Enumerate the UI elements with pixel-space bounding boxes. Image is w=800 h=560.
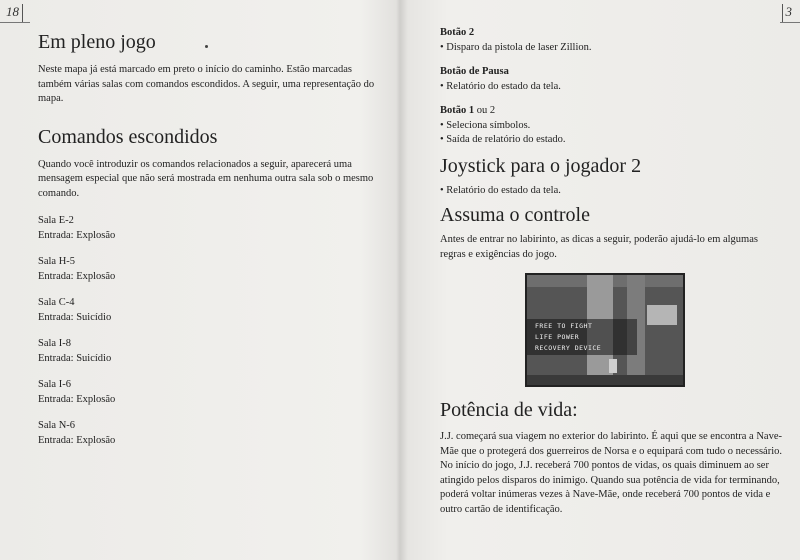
paragraph-mapa: Neste mapa já está marcado em preto o início do caminho. Estão marcadas também várias salas com comandos escondidos. A seguir, uma representação do mapa. [38,64,375,104]
room-entry [38,296,378,325]
right-column-lower [440,398,785,517]
room-entrada: Entrada: Explosão [38,229,116,241]
heading-botao-pausa: Botão de Pausa [440,66,509,77]
room-entrada: Entrada: Explosão [38,434,116,446]
game-screenshot-image [525,273,685,387]
room-entry [38,337,378,366]
room-entrada: Entrada: Explosão [38,393,116,405]
paragraph-comandos: Quando você introduzir os comandos relacionados a seguir, aparecerá uma mensagem especial que não será mostrada em nenhuma outra sala sob o mesmo comando. [38,158,374,199]
room-entrada: Entrada: Explosão [38,270,116,282]
screenshot-text-line-2: LIFE POWER [535,333,580,341]
heading-comandos-escondidos: Comandos escondidos [38,125,218,148]
heading-botao-1-rest: ou 2 [474,105,496,116]
right-column [440,26,785,262]
item-seleciona: • Seleciona símbolos. [440,119,531,131]
item-botao-pausa: • Relatório do estado da tela. [440,80,561,92]
heading-botao-1-ou-2 [440,104,785,119]
item-joystick: • Relatório do estado da tela. [440,184,561,196]
room-entry [38,214,378,243]
room-name: Sala H-5 [38,256,76,267]
screenshot-floor [527,375,683,385]
page-number-left: 18 [6,4,23,22]
room-name: Sala C-4 [38,297,75,308]
room-entrada: Entrada: Suicídio [38,311,112,323]
room-name: Sala E-2 [38,215,74,226]
room-name: Sala I-8 [38,338,71,349]
heading-joystick: Joystick para o jogador 2 [440,154,642,177]
page-rule-left [0,22,30,23]
screenshot-panel [647,305,677,325]
screenshot-player-sprite [609,359,617,373]
print-speck [205,45,208,48]
heading-assuma-controle: Assuma o controle [440,204,590,226]
heading-botao-2: Botão 2 [440,27,475,38]
heading-em-pleno-jogo: Em pleno jogo [38,31,156,53]
paragraph-potencia-2: No início do jogo, J.J. receberá 700 pontos de vidas, os quais diminuem ao ser atingido pelos disparos do inimigo. Quando sua potência de vida for terminando, poderá voltar inúmeras vezes à Nave-Mãe, onde receberá 700 pontos de vida e outro cartão de identificação. [440,460,780,515]
item-saida: • Saída de relatório do estado. [440,134,566,145]
heading-botao-1-bold: Botão 1 [440,105,475,116]
room-entrada: Entrada: Suicídio [38,352,112,364]
room-entry [38,419,378,448]
paragraph-assuma: Antes de entrar no labirinto, as dicas a seguir, poderão ajudá-lo em algumas regras e exigências do jogo. [440,234,758,260]
heading-potencia-de-vida: Potência de vida: [440,399,578,421]
screenshot-text-line-3: RECOVERY DEVICE [535,344,602,352]
room-entry [38,378,378,407]
room-entry [38,255,378,284]
room-name: Sala I-6 [38,379,71,390]
paragraph-potencia-1: J.J. começará sua viagem no exterior do labirinto. É aqui que se encontra a Nave-Mãe que o protegerá dos guerreiros de Norsa e o equipará com tudo o necessário. [440,431,782,457]
screenshot-text-line-1: FREE TO FIGHT [535,322,593,330]
page-rule-right [780,22,800,23]
room-name: Sala N-6 [38,420,76,431]
page-number-right: 3 [782,4,793,22]
item-botao-2: • Disparo da pistola de laser Zillion. [440,41,592,53]
rooms-list [38,214,378,448]
left-column [38,24,378,460]
